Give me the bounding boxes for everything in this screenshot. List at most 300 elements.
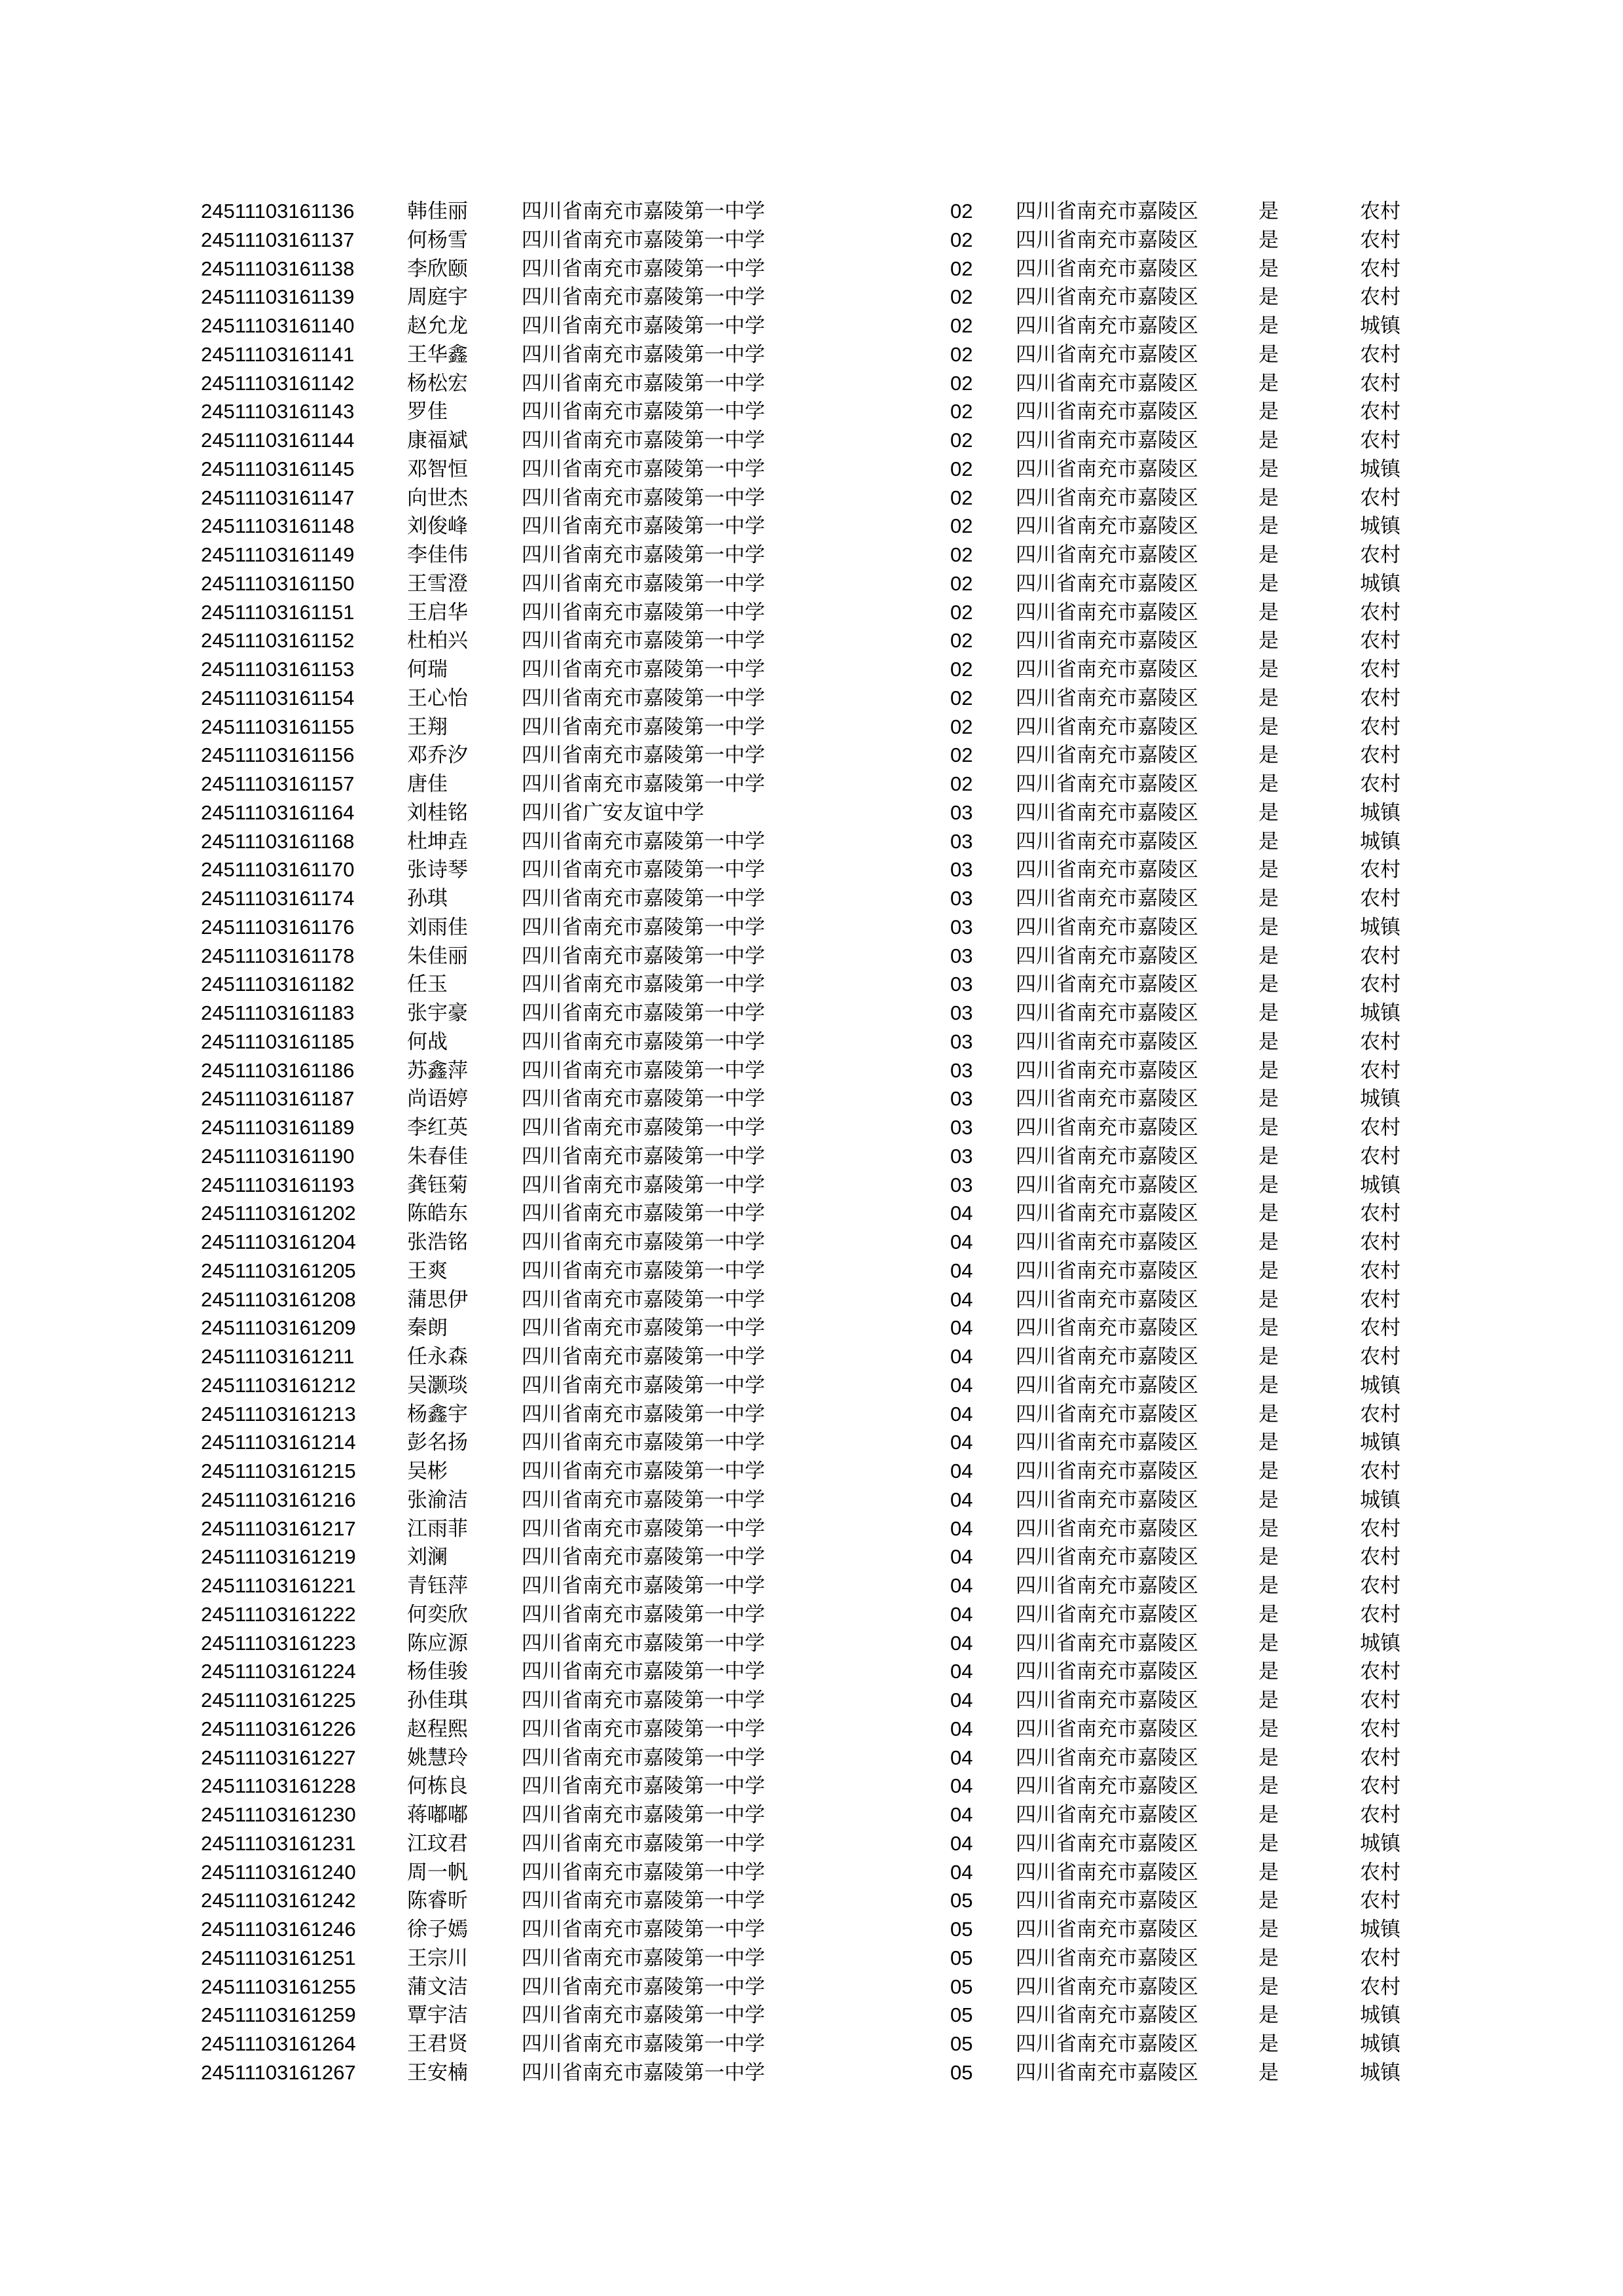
eligible-flag-cell: 是 bbox=[1258, 1402, 1279, 1426]
school-name-cell: 四川省南充市嘉陵第一中学 bbox=[522, 1946, 765, 1970]
school-name-cell: 四川省南充市嘉陵第一中学 bbox=[522, 915, 765, 939]
table-row bbox=[0, 426, 1623, 455]
exam-id-cell: 24511103161228 bbox=[201, 1774, 356, 1798]
table-row bbox=[0, 1571, 1623, 1600]
residence-type-cell: 农村 bbox=[1360, 371, 1400, 395]
student-name-cell: 张诗琴 bbox=[407, 858, 468, 882]
eligible-flag-cell: 是 bbox=[1258, 1803, 1279, 1827]
student-name-cell: 唐佳 bbox=[407, 772, 448, 796]
residence-type-cell: 农村 bbox=[1360, 1946, 1400, 1970]
eligible-flag-cell: 是 bbox=[1258, 658, 1279, 681]
school-name-cell: 四川省南充市嘉陵第一中学 bbox=[522, 1230, 765, 1254]
school-name-cell: 四川省南充市嘉陵第一中学 bbox=[522, 1373, 765, 1397]
district-cell: 四川省南充市嘉陵区 bbox=[1016, 1316, 1198, 1340]
table-row bbox=[0, 1629, 1623, 1658]
school-name-cell: 四川省南充市嘉陵第一中学 bbox=[522, 1860, 765, 1884]
district-cell: 四川省南充市嘉陵区 bbox=[1016, 1345, 1198, 1369]
district-cell: 四川省南充市嘉陵区 bbox=[1016, 571, 1198, 596]
exam-id-cell: 24511103161178 bbox=[201, 944, 355, 967]
student-name-cell: 张宇豪 bbox=[407, 1001, 468, 1025]
residence-type-cell: 农村 bbox=[1360, 257, 1400, 281]
district-cell: 四川省南充市嘉陵区 bbox=[1016, 1602, 1198, 1626]
eligible-flag-cell: 是 bbox=[1258, 429, 1279, 452]
table-row bbox=[0, 1342, 1623, 1371]
exam-id-cell: 24511103161153 bbox=[201, 658, 355, 681]
exam-id-cell: 24511103161156 bbox=[201, 744, 355, 767]
school-name-cell: 四川省南充市嘉陵第一中学 bbox=[522, 543, 765, 567]
table-row bbox=[0, 1686, 1623, 1715]
district-cell: 四川省南充市嘉陵区 bbox=[1016, 1831, 1198, 1856]
class-code-cell: 03 bbox=[950, 1001, 973, 1024]
school-name-cell: 四川省南充市嘉陵第一中学 bbox=[522, 1345, 765, 1369]
residence-type-cell: 农村 bbox=[1360, 1717, 1400, 1741]
exam-id-cell: 24511103161224 bbox=[201, 1660, 356, 1683]
school-name-cell: 四川省南充市嘉陵第一中学 bbox=[522, 200, 765, 223]
school-name-cell: 四川省南充市嘉陵第一中学 bbox=[522, 772, 765, 796]
student-name-cell: 蒋嘟嘟 bbox=[407, 1803, 468, 1827]
eligible-flag-cell: 是 bbox=[1258, 1946, 1279, 1970]
residence-type-cell: 农村 bbox=[1360, 686, 1400, 710]
table-row bbox=[0, 455, 1623, 484]
school-name-cell: 四川省南充市嘉陵第一中学 bbox=[522, 1717, 765, 1741]
exam-id-cell: 24511103161154 bbox=[201, 686, 355, 709]
district-cell: 四川省南充市嘉陵区 bbox=[1016, 1860, 1198, 1884]
exam-id-cell: 24511103161139 bbox=[201, 285, 355, 309]
district-cell: 四川省南充市嘉陵区 bbox=[1016, 1631, 1198, 1655]
eligible-flag-cell: 是 bbox=[1258, 2060, 1279, 2085]
table-row bbox=[0, 1228, 1623, 1257]
school-name-cell: 四川省南充市嘉陵第一中学 bbox=[522, 1173, 765, 1197]
school-name-cell: 四川省南充市嘉陵第一中学 bbox=[522, 257, 765, 281]
eligible-flag-cell: 是 bbox=[1258, 1116, 1279, 1139]
residence-type-cell: 城镇 bbox=[1360, 1001, 1400, 1025]
student-name-cell: 王翔 bbox=[407, 715, 448, 739]
eligible-flag-cell: 是 bbox=[1258, 944, 1279, 968]
student-name-cell: 江玟君 bbox=[407, 1831, 468, 1856]
class-code-cell: 02 bbox=[950, 772, 973, 795]
eligible-flag-cell: 是 bbox=[1258, 1058, 1279, 1083]
district-cell: 四川省南充市嘉陵区 bbox=[1016, 285, 1198, 310]
eligible-flag-cell: 是 bbox=[1258, 1259, 1279, 1283]
class-code-cell: 02 bbox=[950, 228, 973, 251]
student-name-cell: 邓乔汐 bbox=[407, 744, 468, 768]
student-name-cell: 王启华 bbox=[407, 600, 468, 624]
district-cell: 四川省南充市嘉陵区 bbox=[1016, 1803, 1198, 1827]
exam-id-cell: 24511103161140 bbox=[201, 314, 355, 337]
table-row bbox=[0, 484, 1623, 512]
exam-id-cell: 24511103161222 bbox=[201, 1602, 356, 1626]
residence-type-cell: 农村 bbox=[1360, 200, 1400, 223]
table-row bbox=[0, 569, 1623, 598]
eligible-flag-cell: 是 bbox=[1258, 1602, 1279, 1626]
eligible-flag-cell: 是 bbox=[1258, 2003, 1279, 2028]
student-name-cell: 何瑞 bbox=[407, 658, 448, 681]
class-code-cell: 04 bbox=[950, 1316, 973, 1340]
district-cell: 四川省南充市嘉陵区 bbox=[1016, 429, 1198, 452]
exam-id-cell: 24511103161150 bbox=[201, 571, 355, 595]
district-cell: 四川省南充市嘉陵区 bbox=[1016, 400, 1198, 424]
student-name-cell: 何栋良 bbox=[407, 1774, 468, 1799]
eligible-flag-cell: 是 bbox=[1258, 715, 1279, 739]
class-code-cell: 04 bbox=[950, 1373, 973, 1397]
student-name-cell: 王爽 bbox=[407, 1259, 448, 1283]
residence-type-cell: 城镇 bbox=[1360, 1173, 1400, 1197]
school-name-cell: 四川省南充市嘉陵第一中学 bbox=[522, 2060, 765, 2085]
table-row bbox=[0, 1801, 1623, 1829]
school-name-cell: 四川省南充市嘉陵第一中学 bbox=[522, 1087, 765, 1111]
class-code-cell: 04 bbox=[950, 1259, 973, 1282]
exam-id-cell: 24511103161230 bbox=[201, 1803, 356, 1826]
exam-id-cell: 24511103161212 bbox=[201, 1373, 356, 1397]
eligible-flag-cell: 是 bbox=[1258, 400, 1279, 424]
school-name-cell: 四川省南充市嘉陵第一中学 bbox=[522, 1660, 765, 1684]
residence-type-cell: 农村 bbox=[1360, 744, 1400, 768]
school-name-cell: 四川省南充市嘉陵第一中学 bbox=[522, 944, 765, 968]
student-name-cell: 王安楠 bbox=[407, 2060, 468, 2085]
class-code-cell: 02 bbox=[950, 600, 973, 624]
eligible-flag-cell: 是 bbox=[1258, 1460, 1279, 1483]
district-cell: 四川省南充市嘉陵区 bbox=[1016, 1889, 1198, 1913]
district-cell: 四川省南充市嘉陵区 bbox=[1016, 1516, 1198, 1541]
school-name-cell: 四川省南充市嘉陵第一中学 bbox=[522, 658, 765, 681]
class-code-cell: 02 bbox=[950, 486, 973, 509]
school-name-cell: 四川省南充市嘉陵第一中学 bbox=[522, 1746, 765, 1770]
student-name-cell: 罗佳 bbox=[407, 400, 448, 424]
class-code-cell: 04 bbox=[950, 1488, 973, 1511]
table-row bbox=[0, 397, 1623, 426]
student-name-cell: 任永森 bbox=[407, 1345, 468, 1369]
class-code-cell: 04 bbox=[950, 1860, 973, 1884]
table-row bbox=[0, 970, 1623, 999]
eligible-flag-cell: 是 bbox=[1258, 1087, 1279, 1111]
student-name-cell: 孙琪 bbox=[407, 887, 448, 910]
eligible-flag-cell: 是 bbox=[1258, 1373, 1279, 1397]
school-name-cell: 四川省南充市嘉陵第一中学 bbox=[522, 1975, 765, 1999]
exam-id-cell: 24511103161215 bbox=[201, 1460, 356, 1482]
exam-id-cell: 24511103161152 bbox=[201, 629, 355, 653]
student-name-cell: 王心怡 bbox=[407, 686, 468, 710]
class-code-cell: 03 bbox=[950, 887, 973, 910]
school-name-cell: 四川省广安友谊中学 bbox=[522, 800, 704, 825]
residence-type-cell: 农村 bbox=[1360, 285, 1400, 310]
student-name-cell: 秦朗 bbox=[407, 1316, 448, 1340]
school-name-cell: 四川省南充市嘉陵第一中学 bbox=[522, 1058, 765, 1083]
district-cell: 四川省南充市嘉陵区 bbox=[1016, 1259, 1198, 1283]
residence-type-cell: 城镇 bbox=[1360, 314, 1400, 338]
residence-type-cell: 农村 bbox=[1360, 1402, 1400, 1426]
school-name-cell: 四川省南充市嘉陵第一中学 bbox=[522, 1116, 765, 1139]
school-name-cell: 四川省南充市嘉陵第一中学 bbox=[522, 887, 765, 910]
school-name-cell: 四川省南充市嘉陵第一中学 bbox=[522, 228, 765, 252]
exam-id-cell: 24511103161182 bbox=[201, 973, 355, 996]
district-cell: 四川省南充市嘉陵区 bbox=[1016, 1918, 1198, 1941]
table-row bbox=[0, 226, 1623, 255]
class-code-cell: 04 bbox=[950, 1746, 973, 1769]
table-row bbox=[0, 1600, 1623, 1629]
table-row bbox=[0, 798, 1623, 827]
district-cell: 四川省南充市嘉陵区 bbox=[1016, 1373, 1198, 1397]
class-code-cell: 04 bbox=[950, 1460, 973, 1482]
class-code-cell: 02 bbox=[950, 571, 973, 595]
eligible-flag-cell: 是 bbox=[1258, 1660, 1279, 1684]
exam-id-cell: 24511103161185 bbox=[201, 1030, 355, 1053]
exam-id-cell: 24511103161183 bbox=[201, 1001, 355, 1024]
eligible-flag-cell: 是 bbox=[1258, 1287, 1279, 1312]
table-row bbox=[0, 2030, 1623, 2058]
student-name-cell: 刘雨佳 bbox=[407, 915, 468, 939]
exam-id-cell: 24511103161231 bbox=[201, 1831, 356, 1855]
school-name-cell: 四川省南充市嘉陵第一中学 bbox=[522, 571, 765, 596]
residence-type-cell: 农村 bbox=[1360, 1259, 1400, 1283]
residence-type-cell: 农村 bbox=[1360, 1774, 1400, 1799]
residence-type-cell: 农村 bbox=[1360, 1803, 1400, 1827]
exam-id-cell: 24511103161246 bbox=[201, 1918, 356, 1941]
student-name-cell: 蒲思伊 bbox=[407, 1287, 468, 1312]
school-name-cell: 四川省南充市嘉陵第一中学 bbox=[522, 629, 765, 653]
table-row bbox=[0, 913, 1623, 942]
eligible-flag-cell: 是 bbox=[1258, 629, 1279, 653]
residence-type-cell: 农村 bbox=[1360, 1689, 1400, 1712]
district-cell: 四川省南充市嘉陵区 bbox=[1016, 1173, 1198, 1197]
exam-id-cell: 24511103161208 bbox=[201, 1287, 356, 1311]
class-code-cell: 05 bbox=[950, 2032, 973, 2055]
table-row bbox=[0, 1113, 1623, 1142]
class-code-cell: 03 bbox=[950, 1030, 973, 1053]
table-row bbox=[0, 512, 1623, 541]
residence-type-cell: 农村 bbox=[1360, 1574, 1400, 1598]
eligible-flag-cell: 是 bbox=[1258, 1001, 1279, 1025]
residence-type-cell: 农村 bbox=[1360, 772, 1400, 796]
eligible-flag-cell: 是 bbox=[1258, 1173, 1279, 1197]
class-code-cell: 03 bbox=[950, 973, 973, 996]
eligible-flag-cell: 是 bbox=[1258, 1316, 1279, 1340]
class-code-cell: 02 bbox=[950, 200, 973, 223]
table-row bbox=[0, 1199, 1623, 1228]
school-name-cell: 四川省南充市嘉陵第一中学 bbox=[522, 600, 765, 624]
table-row bbox=[0, 1858, 1623, 1887]
exam-id-cell: 24511103161190 bbox=[201, 1144, 355, 1168]
exam-id-cell: 24511103161138 bbox=[201, 257, 355, 280]
eligible-flag-cell: 是 bbox=[1258, 1545, 1279, 1570]
eligible-flag-cell: 是 bbox=[1258, 887, 1279, 910]
table-row bbox=[0, 541, 1623, 569]
district-cell: 四川省南充市嘉陵区 bbox=[1016, 829, 1198, 853]
eligible-flag-cell: 是 bbox=[1258, 1860, 1279, 1884]
school-name-cell: 四川省南充市嘉陵第一中学 bbox=[522, 1689, 765, 1712]
school-name-cell: 四川省南充市嘉陵第一中学 bbox=[522, 1488, 765, 1512]
table-row bbox=[0, 770, 1623, 798]
district-cell: 四川省南充市嘉陵区 bbox=[1016, 1287, 1198, 1312]
district-cell: 四川省南充市嘉陵区 bbox=[1016, 1975, 1198, 1999]
table-row bbox=[0, 1486, 1623, 1515]
class-code-cell: 04 bbox=[950, 1660, 973, 1683]
exam-id-cell: 24511103161168 bbox=[201, 829, 355, 853]
table-row bbox=[0, 1142, 1623, 1171]
eligible-flag-cell: 是 bbox=[1258, 1689, 1279, 1712]
class-code-cell: 03 bbox=[950, 944, 973, 967]
district-cell: 四川省南充市嘉陵区 bbox=[1016, 1746, 1198, 1770]
table-row bbox=[0, 655, 1623, 684]
eligible-flag-cell: 是 bbox=[1258, 285, 1279, 310]
table-row bbox=[0, 1457, 1623, 1486]
district-cell: 四川省南充市嘉陵区 bbox=[1016, 543, 1198, 567]
district-cell: 四川省南充市嘉陵区 bbox=[1016, 973, 1198, 997]
class-code-cell: 03 bbox=[950, 858, 973, 882]
district-cell: 四川省南充市嘉陵区 bbox=[1016, 887, 1198, 910]
student-name-cell: 杨佳骏 bbox=[407, 1660, 468, 1684]
exam-id-cell: 24511103161137 bbox=[201, 228, 355, 251]
student-name-cell: 赵程熙 bbox=[407, 1717, 468, 1741]
class-code-cell: 03 bbox=[950, 1087, 973, 1111]
residence-type-cell: 农村 bbox=[1360, 944, 1400, 968]
district-cell: 四川省南充市嘉陵区 bbox=[1016, 257, 1198, 281]
district-cell: 四川省南充市嘉陵区 bbox=[1016, 1431, 1198, 1455]
table-row bbox=[0, 598, 1623, 627]
table-row bbox=[0, 1428, 1623, 1457]
table-row bbox=[0, 340, 1623, 369]
district-cell: 四川省南充市嘉陵区 bbox=[1016, 1488, 1198, 1512]
table-row bbox=[0, 369, 1623, 398]
district-cell: 四川省南充市嘉陵区 bbox=[1016, 314, 1198, 338]
residence-type-cell: 农村 bbox=[1360, 1889, 1400, 1913]
residence-type-cell: 城镇 bbox=[1360, 457, 1400, 481]
school-name-cell: 四川省南充市嘉陵第一中学 bbox=[522, 1144, 765, 1168]
student-name-cell: 杨鑫宇 bbox=[407, 1402, 468, 1426]
class-code-cell: 04 bbox=[950, 1545, 973, 1569]
class-code-cell: 04 bbox=[950, 1717, 973, 1740]
district-cell: 四川省南充市嘉陵区 bbox=[1016, 1058, 1198, 1083]
district-cell: 四川省南充市嘉陵区 bbox=[1016, 371, 1198, 395]
residence-type-cell: 城镇 bbox=[1360, 1373, 1400, 1397]
district-cell: 四川省南充市嘉陵区 bbox=[1016, 1660, 1198, 1684]
district-cell: 四川省南充市嘉陵区 bbox=[1016, 342, 1198, 367]
eligible-flag-cell: 是 bbox=[1258, 543, 1279, 567]
residence-type-cell: 城镇 bbox=[1360, 829, 1400, 853]
student-name-cell: 刘澜 bbox=[407, 1545, 448, 1570]
class-code-cell: 02 bbox=[950, 257, 973, 280]
exam-id-cell: 24511103161211 bbox=[201, 1345, 355, 1368]
district-cell: 四川省南充市嘉陵区 bbox=[1016, 1689, 1198, 1712]
table-row bbox=[0, 1744, 1623, 1772]
exam-id-cell: 24511103161219 bbox=[201, 1545, 356, 1569]
residence-type-cell: 农村 bbox=[1360, 429, 1400, 452]
eligible-flag-cell: 是 bbox=[1258, 1774, 1279, 1799]
residence-type-cell: 农村 bbox=[1360, 1058, 1400, 1083]
residence-type-cell: 城镇 bbox=[1360, 1831, 1400, 1856]
eligible-flag-cell: 是 bbox=[1258, 600, 1279, 624]
residence-type-cell: 农村 bbox=[1360, 228, 1400, 252]
eligible-flag-cell: 是 bbox=[1258, 486, 1279, 510]
table-row bbox=[0, 1285, 1623, 1314]
district-cell: 四川省南充市嘉陵区 bbox=[1016, 1545, 1198, 1570]
class-code-cell: 04 bbox=[950, 1631, 973, 1655]
table-row bbox=[0, 684, 1623, 713]
table-row bbox=[0, 1973, 1623, 2001]
table-row bbox=[0, 312, 1623, 340]
table-row bbox=[0, 2058, 1623, 2087]
school-name-cell: 四川省南充市嘉陵第一中学 bbox=[522, 1602, 765, 1626]
residence-type-cell: 城镇 bbox=[1360, 2032, 1400, 2056]
table-row bbox=[0, 884, 1623, 913]
class-code-cell: 02 bbox=[950, 686, 973, 709]
exam-id-cell: 24511103161226 bbox=[201, 1717, 356, 1740]
exam-id-cell: 24511103161240 bbox=[201, 1860, 356, 1884]
district-cell: 四川省南充市嘉陵区 bbox=[1016, 200, 1198, 223]
class-code-cell: 03 bbox=[950, 1116, 973, 1139]
student-name-cell: 江雨菲 bbox=[407, 1516, 468, 1541]
school-name-cell: 四川省南充市嘉陵第一中学 bbox=[522, 1001, 765, 1025]
class-code-cell: 05 bbox=[950, 1975, 973, 1998]
student-name-cell: 任玉 bbox=[407, 973, 448, 997]
exam-id-cell: 24511103161147 bbox=[201, 486, 355, 509]
table-row bbox=[0, 1314, 1623, 1342]
exam-id-cell: 24511103161225 bbox=[201, 1689, 356, 1712]
residence-type-cell: 城镇 bbox=[1360, 2003, 1400, 2028]
exam-id-cell: 24511103161242 bbox=[201, 1889, 356, 1912]
school-name-cell: 四川省南充市嘉陵第一中学 bbox=[522, 429, 765, 452]
residence-type-cell: 农村 bbox=[1360, 1860, 1400, 1884]
exam-id-cell: 24511103161251 bbox=[201, 1946, 356, 1969]
eligible-flag-cell: 是 bbox=[1258, 1431, 1279, 1455]
class-code-cell: 02 bbox=[950, 371, 973, 395]
eligible-flag-cell: 是 bbox=[1258, 915, 1279, 939]
exam-id-cell: 24511103161259 bbox=[201, 2003, 356, 2027]
class-code-cell: 02 bbox=[950, 715, 973, 738]
student-name-cell: 赵允龙 bbox=[407, 314, 468, 338]
exam-id-cell: 24511103161193 bbox=[201, 1173, 355, 1196]
exam-id-cell: 24511103161136 bbox=[201, 200, 355, 223]
student-name-cell: 彭名扬 bbox=[407, 1431, 468, 1455]
eligible-flag-cell: 是 bbox=[1258, 1746, 1279, 1770]
district-cell: 四川省南充市嘉陵区 bbox=[1016, 486, 1198, 510]
table-row bbox=[0, 626, 1623, 655]
class-code-cell: 03 bbox=[950, 1144, 973, 1168]
class-code-cell: 02 bbox=[950, 314, 973, 337]
school-name-cell: 四川省南充市嘉陵第一中学 bbox=[522, 1803, 765, 1827]
district-cell: 四川省南充市嘉陵区 bbox=[1016, 1717, 1198, 1741]
exam-id-cell: 24511103161204 bbox=[201, 1230, 356, 1253]
exam-id-cell: 24511103161148 bbox=[201, 514, 355, 538]
school-name-cell: 四川省南充市嘉陵第一中学 bbox=[522, 1202, 765, 1226]
student-name-cell: 姚慧玲 bbox=[407, 1746, 468, 1770]
class-code-cell: 02 bbox=[950, 514, 973, 538]
eligible-flag-cell: 是 bbox=[1258, 1631, 1279, 1655]
student-name-cell: 王雪澄 bbox=[407, 571, 468, 596]
student-name-cell: 向世杰 bbox=[407, 486, 468, 510]
district-cell: 四川省南充市嘉陵区 bbox=[1016, 1774, 1198, 1799]
exam-id-cell: 24511103161186 bbox=[201, 1058, 355, 1082]
class-code-cell: 04 bbox=[950, 1803, 973, 1826]
exam-id-cell: 24511103161221 bbox=[201, 1574, 356, 1597]
district-cell: 四川省南充市嘉陵区 bbox=[1016, 2060, 1198, 2085]
school-name-cell: 四川省南充市嘉陵第一中学 bbox=[522, 1431, 765, 1455]
eligible-flag-cell: 是 bbox=[1258, 514, 1279, 539]
residence-type-cell: 城镇 bbox=[1360, 1087, 1400, 1111]
eligible-flag-cell: 是 bbox=[1258, 1717, 1279, 1741]
school-name-cell: 四川省南充市嘉陵第一中学 bbox=[522, 973, 765, 997]
residence-type-cell: 农村 bbox=[1360, 887, 1400, 910]
eligible-flag-cell: 是 bbox=[1258, 200, 1279, 223]
table-row bbox=[0, 1400, 1623, 1429]
residence-type-cell: 农村 bbox=[1360, 1545, 1400, 1570]
residence-type-cell: 城镇 bbox=[1360, 571, 1400, 596]
student-name-cell: 王宗川 bbox=[407, 1946, 468, 1970]
district-cell: 四川省南充市嘉陵区 bbox=[1016, 715, 1198, 739]
student-name-cell: 王君贤 bbox=[407, 2032, 468, 2056]
residence-type-cell: 城镇 bbox=[1360, 2060, 1400, 2085]
student-name-cell: 杜坤垚 bbox=[407, 829, 468, 853]
eligible-flag-cell: 是 bbox=[1258, 1030, 1279, 1054]
